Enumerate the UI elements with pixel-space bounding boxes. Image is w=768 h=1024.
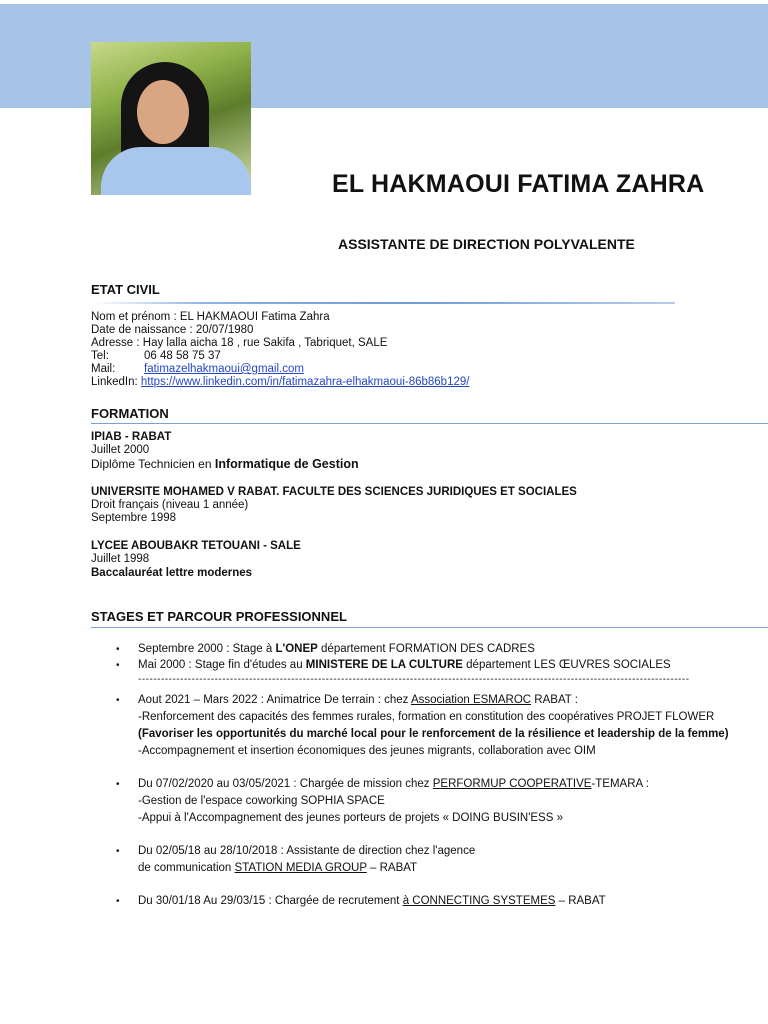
tel-value: 06 48 58 75 37 [144, 350, 221, 362]
etat-civil-naissance: Date de naissance : 20/07/1980 [91, 324, 254, 336]
etat-civil-adresse: Adresse : Hay lalla aicha 18 , rue Sakifa , Tabriquet, SALE [91, 337, 388, 349]
formation-lycee-date: Juillet 1998 [91, 553, 150, 565]
section-title-etat-civil: ETAT CIVIL [91, 282, 160, 297]
esmaroc-link[interactable]: Association ESMAROC [410, 694, 532, 706]
exp-esmaroc-line3: (Favoriser les opportunités du marché local pour le renforcement de la résilience et leadership de la femme) [138, 728, 729, 740]
exp-esmaroc-line4: -Accompagnement et insertion économiques des jeunes migrants, collaboration avec OIM [138, 745, 596, 757]
formation-univ-date: Septembre 1998 [91, 512, 177, 524]
performup-link[interactable]: PERFORMUP COOPERATIVE [432, 778, 592, 790]
etat-civil-nom: Nom et prénom : EL HAKMAOUI Fatima Zahra [91, 311, 330, 323]
section-title-formation: FORMATION [91, 406, 169, 421]
bullet-stage-onep: • [116, 644, 120, 655]
exp-station-line1: Du 02/05/18 au 28/10/2018 : Assistante de direction chez l'agence [138, 845, 476, 857]
station-media-link[interactable]: STATION MEDIA GROUP [234, 862, 367, 874]
formation-univ-detail: Droit français (niveau 1 année) [91, 499, 249, 511]
section-title-stages: STAGES ET PARCOUR PROFESSIONNEL [91, 609, 347, 624]
connecting-link[interactable]: à CONNECTING SYSTEMES [402, 895, 556, 907]
bullet-exp-station: • [116, 846, 120, 857]
exp-esmaroc-line2: -Renforcement des capacités des femmes rurales, formation en constitution des coopératives PROJET FLOWER [138, 711, 715, 723]
profile-photo [91, 42, 251, 195]
stage-onep: Septembre 2000 : Stage à L'ONEP département FORMATION DES CADRES [138, 643, 535, 655]
formation-ipiab-diploma: Diplôme Technicien en Informatique de Gestion [91, 457, 359, 471]
exp-station-line2: de communication STATION MEDIA GROUP – RABAT [138, 862, 418, 874]
bullet-stage-ministere: • [116, 660, 120, 671]
photo-face-shape [137, 80, 189, 144]
etat-civil-linkedin [91, 376, 469, 389]
linkedin-link[interactable]: https://www.linkedin.com/in/fatimazahra-elhakmaoui-86b86b129/ [140, 376, 470, 388]
bullet-exp-performup: • [116, 779, 120, 790]
tel-label: Tel: [91, 350, 109, 362]
section-rule-formation [91, 423, 768, 424]
section-rule-stages [91, 627, 768, 628]
mail-link[interactable]: fatimazelhakmaoui@gmail.com [144, 363, 304, 375]
etat-civil-tel [91, 350, 221, 363]
formation-lycee-diploma: Baccalauréat lettre modernes [91, 567, 253, 579]
formation-ipiab-date: Juillet 2000 [91, 444, 150, 456]
section-rule-etat-civil [91, 302, 675, 304]
linkedin-label: LinkedIn: [91, 376, 138, 388]
photo-coat-shape [101, 147, 251, 195]
mail-label: Mail: [91, 363, 116, 375]
bullet-exp-esmaroc: • [116, 695, 120, 706]
dashed-separator: ------------------------------------------------------------------------------------------------------------------------------------------------ [138, 674, 690, 685]
candidate-name: EL HAKMAOUI FATIMA ZAHRA [332, 170, 705, 198]
bullet-exp-connecting: • [116, 896, 120, 907]
etat-civil-mail [91, 363, 304, 376]
stage-ministere: Mai 2000 : Stage fin d'études au MINISTERE DE LA CULTURE département LES ŒUVRES SOCIALES [138, 659, 671, 671]
formation-lycee-school: LYCEE ABOUBAKR TETOUANI - SALE [91, 540, 301, 552]
exp-performup-line2: -Gestion de l'espace coworking SOPHIA SPACE [138, 795, 385, 807]
exp-esmaroc-line1: Aout 2021 – Mars 2022 : Animatrice De terrain : chez Association ESMAROC RABAT : [138, 694, 578, 706]
exp-performup-line3: -Appui à l'Accompagnement des jeunes porteurs de projets « DOING BUSIN'ESS » [138, 812, 563, 824]
job-title: ASSISTANTE DE DIRECTION POLYVALENTE [338, 236, 635, 252]
exp-performup-line1: Du 07/02/2020 au 03/05/2021 : Chargée de mission chez PERFORMUP COOPERATIVE-TEMARA : [138, 778, 649, 790]
formation-ipiab-school: IPIAB - RABAT [91, 431, 172, 443]
exp-connecting: Du 30/01/18 Au 29/03/15 : Chargée de recrutement à CONNECTING SYSTEMES – RABAT [138, 895, 606, 907]
formation-univ-school: UNIVERSITE MOHAMED V RABAT. FACULTE DES SCIENCES JURIDIQUES ET SOCIALES [91, 486, 577, 498]
